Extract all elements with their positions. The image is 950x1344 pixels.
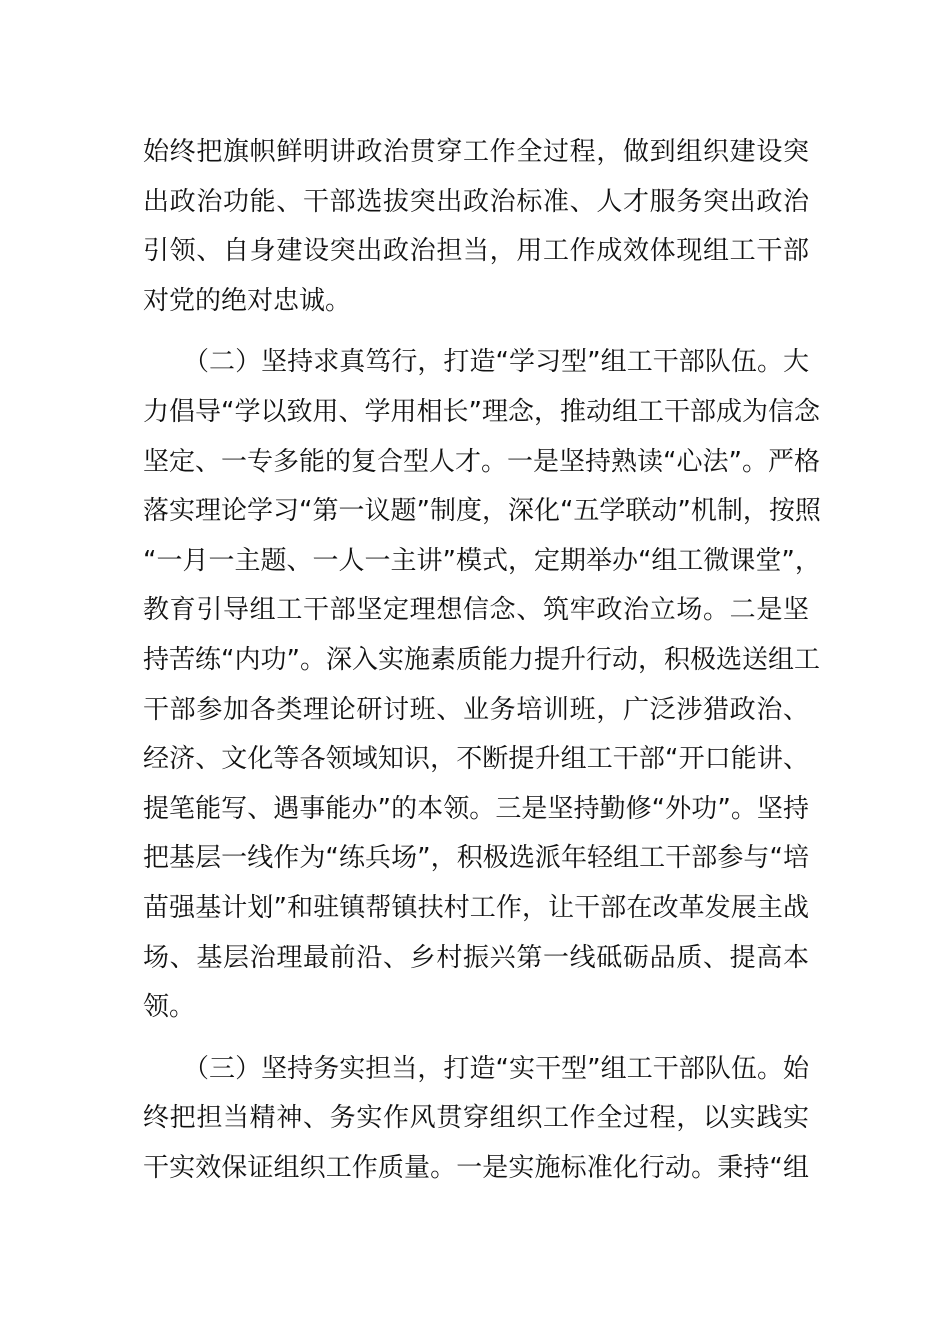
text-line: 提笔能写、遇事能办”的本领。三是坚持勤修“外功”。坚持 (143, 793, 809, 824)
paragraph (143, 338, 821, 1032)
text-line: 终把担当精神、务实作风贯穿组织工作全过程，以实践实 (143, 1103, 809, 1134)
text-line: （三）坚持务实担当，打造“实干型”组工干部队伍。始 (183, 1053, 809, 1084)
paragraph-spacer (143, 326, 809, 338)
text-line: 始终把旗帜鲜明讲政治贯穿工作全过程，做到组织建设突 (143, 137, 809, 167)
text-line: 苗强基计划”和驻镇帮镇扶村工作，让干部在改革发展主战 (143, 892, 809, 923)
text-line: 场、基层治理最前沿、乡村振兴第一线砥砺品质、提高本 (143, 942, 809, 973)
paragraph-spacer (143, 1033, 809, 1045)
text-line: 落实理论学习“第一议题”制度，深化“五学联动”机制，按照 (143, 496, 821, 527)
text-line: 干实效保证组织工作质量。一是实施标准化行动。秉持“组 (143, 1152, 809, 1183)
paragraph (143, 128, 809, 326)
text-line: 干部参加各类理论研讨班、业务培训班，广泛涉猎政治、 (143, 694, 809, 725)
text-line: 力倡导“学以致用、学用相长”理念，推动组工干部成为信念 (143, 396, 820, 427)
document-body (143, 128, 821, 1193)
text-line: （二）坚持求真笃行，打造“学习型”组工干部队伍。大 (183, 347, 809, 378)
paragraph (143, 1045, 809, 1194)
text-line: 经济、文化等各领域知识，不断提升组工干部“开口能讲、 (143, 744, 809, 775)
text-line: 持苦练“内功”。深入实施素质能力提升行动，积极选送组工 (143, 644, 820, 675)
text-line: “一月一主题、一人一主讲”模式，定期举办“组工微课堂”， (143, 545, 821, 576)
text-line: 领。 (143, 992, 196, 1023)
text-line: 对党的绝对忠诚。 (143, 285, 352, 316)
text-line: 坚定、一专多能的复合型人才。一是坚持熟读“心法”。严格 (143, 446, 820, 477)
text-line: 教育引导组工干部坚定理想信念、筑牢政治立场。二是坚 (143, 595, 809, 626)
text-line: 出政治功能、干部选拔突出政治标准、人才服务突出政治 (143, 186, 809, 217)
text-line: 引领、自身建设突出政治担当，用工作成效体现组工干部 (143, 236, 809, 267)
text-line: 把基层一线作为“练兵场”，积极选派年轻组工干部参与“培 (143, 843, 809, 874)
